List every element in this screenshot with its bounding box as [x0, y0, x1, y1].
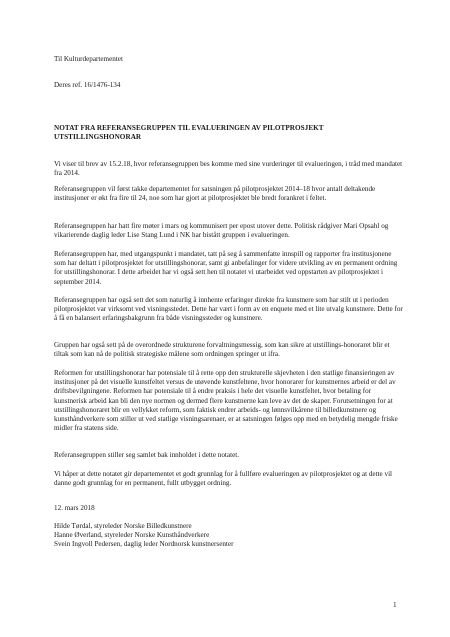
date-line: 12. mars 2018 — [54, 504, 95, 512]
signatory-3: Svein Ingvoll Pedersen, daglig leder Nordnorsk kunstnersenter — [54, 540, 234, 548]
signatory-2: Hanne Øverland, styreleder Norske Kunsthåndverkere — [54, 531, 210, 539]
page-number: 1 — [393, 601, 397, 609]
memo-title: NOTAT FRA REFERANSEGRUPPEN TIL EVALUERINGEN AV PILOTPROSJEKT UTSTILLINGSHONORAR — [54, 124, 324, 142]
paragraph-5: Referansegruppen har også sett det som naturlig å innhente erfaringer direkte fra kunstnere som har stilt ut i perioden pilotprosjektet var virksomt ved visningsstedet. Dette har vært i form av en enquete med et lite utvalg kunstnere. Dette for å få en balansert erfaringsbakgrunn fra både visningssteder og kunstnere. — [54, 296, 403, 323]
paragraph-8: Referansegruppen stiller seg samlet bak innholdet i dette notatet. — [54, 451, 240, 459]
paragraph-6: Gruppen har også sett på de overordnede strukturene forvaltningsmessig, som kan sikre at utstillings-honoraret blir et tiltak som kan nå de politisk strategiske målene som ordningen springer ut ifra. — [54, 341, 390, 359]
paragraph-2: Referansegruppen vil først takke departementet for satsningen på pilotprosjektet 2014–18 hvor antall deltakende institusjoner er økt fra fire til 24, noe som har gjort at pilotprosjektet ble bredt forankret i feltet. — [54, 185, 376, 203]
paragraph-4: Referansegruppen har, med utgangspunkt i mandatet, tatt på seg å sammenfatte innspill og rapporter fra institusjonene som har deltatt i pilotprosjektet for utstillingshonorar, samt gi anbefalinger for videre utvikling av en permanent ordning for utstillingshonorar. I dette arbeidet har vi også sett hen til notatet vi utarbeidet ved oppstarten av pilotprosjektet i september 2014. — [54, 250, 398, 286]
recipient-line: Til Kulturdepartementet — [54, 55, 123, 63]
paragraph-9: Vi håper at dette notatet gir departementet et godt grunnlag for å fullføre evalueringen av pilotprosjektet og at dette vil danne godt grunnlag for en permanent, fullt utbygget ordning. — [54, 470, 393, 488]
paragraph-7: Reformen for utstillingshonorar har potensiale til å rette opp den strukturelle skjevheten i den statlige finansieringen av institusjoner på det visuelle kunstfeltet versus de utøvende kunstfeltene, hvor honorarer for kunstnernes arbeid er del av driftsbevilgningene. Reformen har potensiale til å endre praksis i hele det visuelle kunstfeltet, hvor betaling for kunstnerisk arbeid kan bli den nye normen og dermed flere kunstnerne kan leve av det de skaper. Forutsetningen for at utstillingshonoraret blir en vellykket reform, som faktisk endrer arbeids- og lønnsvilkårene til billedkunstnere og kunsthåndverkere som stiller ut ved statlige visningsarenaer, er at satsningen følges opp med en betydelig mengde friske midler fra statens side. — [54, 369, 398, 433]
paragraph-3: Referansegruppen har hatt fire møter i mars og kommunisert per epost utover dette. Politisk rådgiver Mari Opsahl og vikarierende daglig leder Lise Stang Lund i NK har bistått gruppen i evalueringen. — [54, 222, 389, 240]
paragraph-1: Vi viser til brev av 15.2.18, hvor referansegruppen bes komme med sine vurderinger til evalueringen, i tråd med mandatet fra 2014. — [54, 160, 403, 178]
reference-line: Deres ref. 16/1476-134 — [54, 81, 121, 89]
signatory-1: Hilde Tørdal, styreleder Norske Billedkunstnere — [54, 522, 192, 530]
